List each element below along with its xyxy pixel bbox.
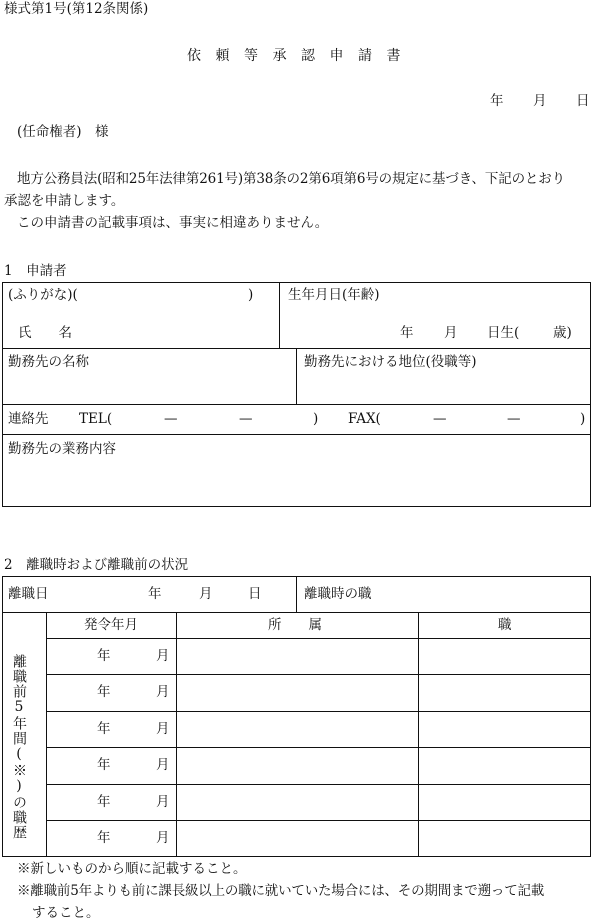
- intro-line-2: 承認を申請します。: [4, 193, 125, 209]
- birth-age: 歳): [553, 325, 572, 341]
- tel-dash: —: [239, 411, 253, 427]
- row-month: 月: [156, 757, 170, 773]
- birth-label: 生年月日(年齢): [288, 287, 380, 303]
- note-2-line-2: すること。: [32, 905, 100, 921]
- date-day: 日: [576, 93, 590, 109]
- column-header-position: 職: [498, 617, 512, 633]
- contact-label: 連絡先: [8, 411, 49, 427]
- leave-date-label: 離職日: [8, 586, 49, 602]
- row-month: 月: [156, 721, 170, 737]
- business-label: 勤務先の業務内容: [8, 441, 116, 457]
- history-side-label: 離職前5年間(※)の職歴: [11, 654, 27, 840]
- birth-day: 日生(: [487, 325, 520, 341]
- divider: [2, 404, 591, 405]
- leave-position-label: 離職時の職: [304, 586, 372, 602]
- divider: [296, 576, 297, 612]
- tel-close: ): [313, 411, 319, 427]
- tel-dash: —: [164, 411, 178, 427]
- leave-month: 月: [199, 586, 213, 602]
- employer-label: 勤務先の名称: [8, 354, 89, 370]
- row-month: 月: [156, 830, 170, 846]
- row-month: 月: [156, 794, 170, 810]
- date-month: 月: [533, 93, 547, 109]
- divider: [46, 820, 591, 821]
- divider: [46, 674, 591, 675]
- divider: [2, 434, 591, 435]
- intro-line-3: この申請書の記載事項は、事実に相違ありません。: [17, 215, 329, 231]
- fax-dash: —: [433, 411, 447, 427]
- fax-close: ): [580, 411, 586, 427]
- document-title: 依頼等承認申請書: [187, 48, 415, 64]
- column-header-date: 発令年月: [84, 617, 138, 633]
- divider: [279, 282, 280, 348]
- leave-year: 年: [148, 586, 162, 602]
- name-label: 氏 名: [18, 325, 72, 341]
- addressee: (任命権者) 様: [17, 124, 109, 140]
- fax-dash: —: [507, 411, 521, 427]
- divider: [46, 711, 591, 712]
- divider: [2, 612, 591, 613]
- position-label: 勤務先における地位(役職等): [304, 354, 477, 370]
- row-year: 年: [97, 757, 111, 773]
- intro-line-1: 地方公務員法(昭和25年法律第261号)第38条の2第6項第6号の規定に基づき、下記のとおり: [17, 171, 565, 187]
- section-2-heading: 2 離職時および離職前の状況: [4, 557, 189, 573]
- row-year: 年: [97, 648, 111, 664]
- note-1: ※新しいものから順に記載すること。: [17, 861, 247, 877]
- divider: [46, 747, 591, 748]
- form-number: 様式第1号(第12条関係): [4, 1, 149, 17]
- section-1-heading: 1 申請者: [4, 263, 67, 279]
- row-year: 年: [97, 794, 111, 810]
- row-month: 月: [156, 684, 170, 700]
- row-month: 月: [156, 648, 170, 664]
- note-2-line-1: ※離職前5年よりも前に課長級以上の職に就いていた場合には、その期間まで遡って記載: [17, 883, 545, 899]
- divider: [46, 638, 591, 639]
- row-year: 年: [97, 721, 111, 737]
- tel-label: TEL(: [79, 411, 113, 427]
- divider: [296, 348, 297, 404]
- divider: [46, 784, 591, 785]
- birth-month: 月: [444, 325, 458, 341]
- column-header-affiliation: 所 属: [268, 617, 322, 633]
- row-year: 年: [97, 830, 111, 846]
- date-year: 年: [490, 93, 504, 109]
- fax-label: FAX(: [348, 411, 381, 427]
- birth-year: 年: [400, 325, 414, 341]
- furigana-label: (ふりがな)(: [8, 287, 78, 303]
- leave-day: 日: [248, 586, 262, 602]
- furigana-close: ): [248, 287, 254, 303]
- row-year: 年: [97, 684, 111, 700]
